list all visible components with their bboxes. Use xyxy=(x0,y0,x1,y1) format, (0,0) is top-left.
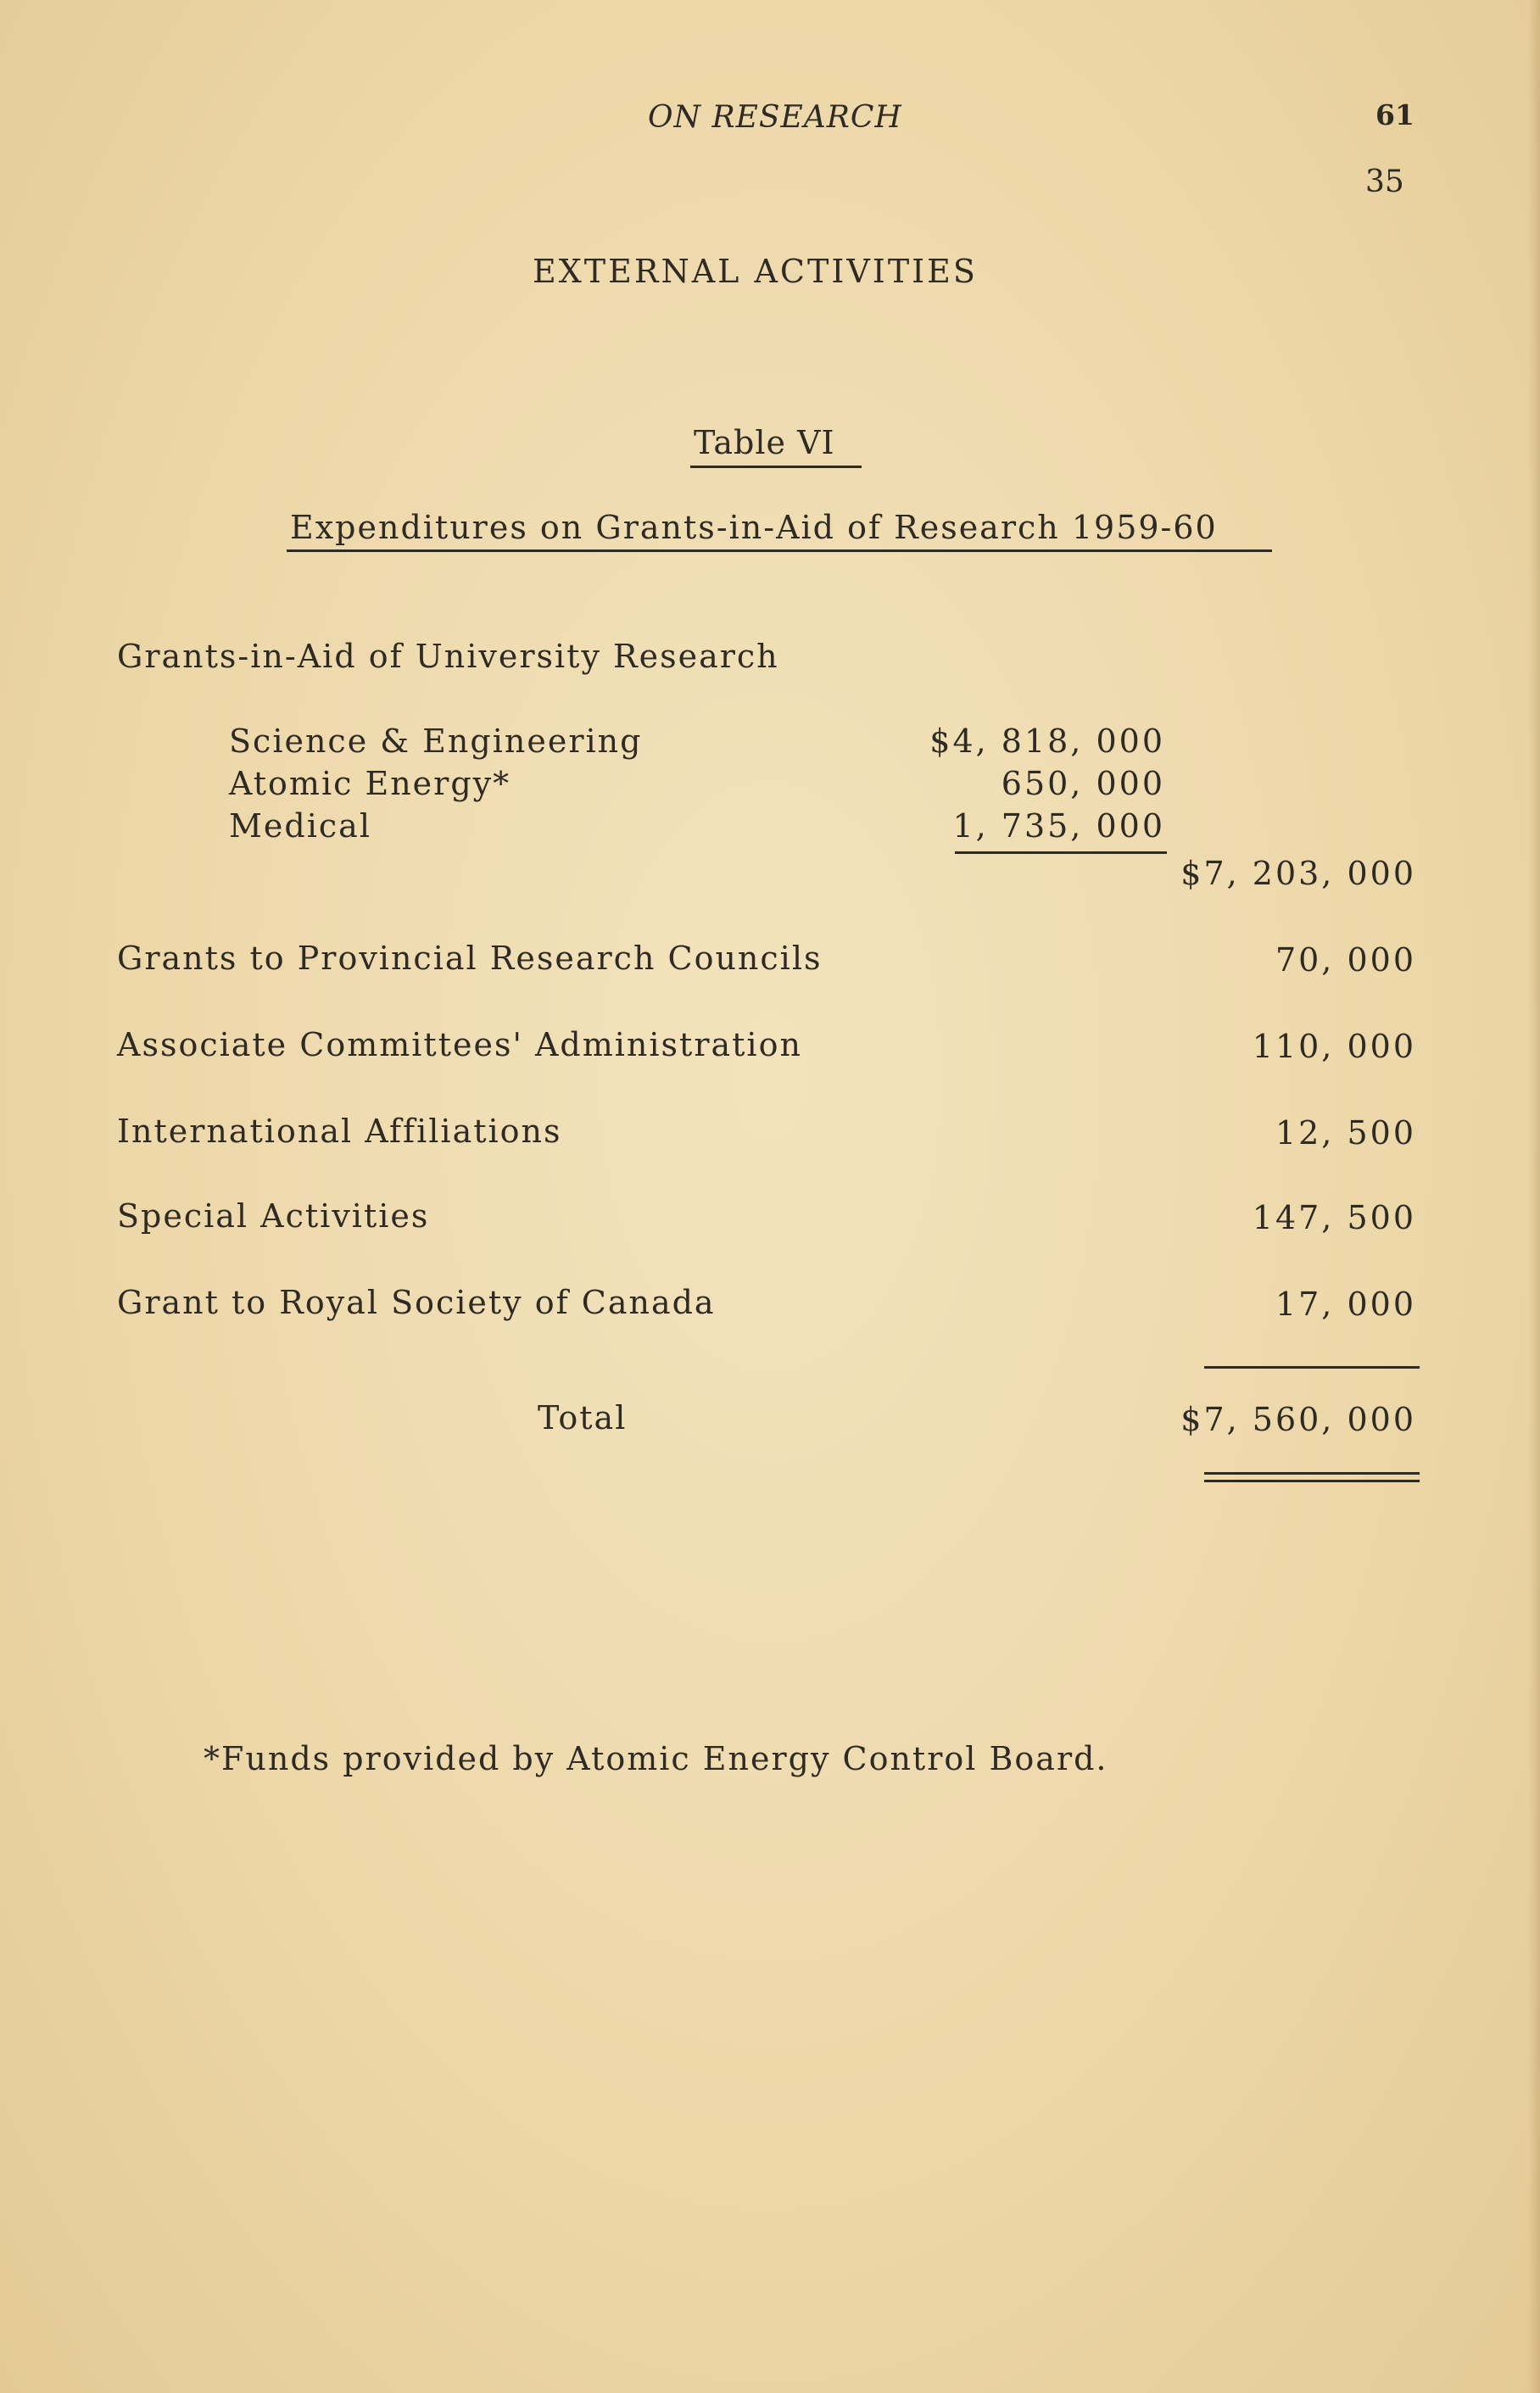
item-label: Grants to Provincial Research Councils xyxy=(117,940,823,977)
total-label: Total xyxy=(538,1399,628,1436)
item-amount: 110, 000 xyxy=(1252,1028,1416,1065)
subtotal-rule xyxy=(955,851,1167,854)
sub-item-label: Science & Engineering xyxy=(229,722,643,760)
sub-item-label: Medical xyxy=(229,807,371,845)
table-label-underline xyxy=(690,466,862,468)
table-label: Table VI xyxy=(694,424,835,461)
section-title: EXTERNAL ACTIVITIES xyxy=(533,253,978,290)
total-double-rule-bottom xyxy=(1204,1480,1420,1482)
total-rule xyxy=(1204,1366,1420,1369)
item-amount: 147, 500 xyxy=(1252,1199,1416,1236)
running-head-title: ON RESEARCH xyxy=(648,100,902,135)
item-label: Special Activities xyxy=(117,1197,430,1235)
item-amount: 70, 000 xyxy=(1275,941,1416,979)
group-subtotal: $7, 203, 000 xyxy=(1180,855,1416,892)
page-number-secondary: 35 xyxy=(1365,165,1404,199)
item-amount: 12, 500 xyxy=(1275,1114,1416,1152)
page-edge-shadow xyxy=(1528,0,1540,2393)
page-number: 61 xyxy=(1375,98,1414,131)
footnote: *Funds provided by Atomic Energy Control Board. xyxy=(204,1740,1108,1777)
sub-item-amount: 1, 735, 000 xyxy=(952,807,1165,845)
total-amount: $7, 560, 000 xyxy=(1180,1401,1416,1438)
item-amount: 17, 000 xyxy=(1275,1286,1416,1323)
table-caption: Expenditures on Grants-in-Aid of Research 1959-60 xyxy=(290,509,1218,546)
item-label: Associate Committees' Administration xyxy=(117,1026,802,1063)
sub-item-amount: 650, 000 xyxy=(1001,765,1165,802)
sub-item-amount: $4, 818, 000 xyxy=(929,722,1165,760)
group-heading: Grants-in-Aid of University Research xyxy=(117,638,779,675)
table-caption-underline xyxy=(287,549,1272,552)
total-double-rule-top xyxy=(1204,1472,1420,1475)
sub-item-label: Atomic Energy* xyxy=(229,765,511,802)
item-label: Grant to Royal Society of Canada xyxy=(117,1284,716,1321)
item-label: International Affiliations xyxy=(117,1113,562,1150)
